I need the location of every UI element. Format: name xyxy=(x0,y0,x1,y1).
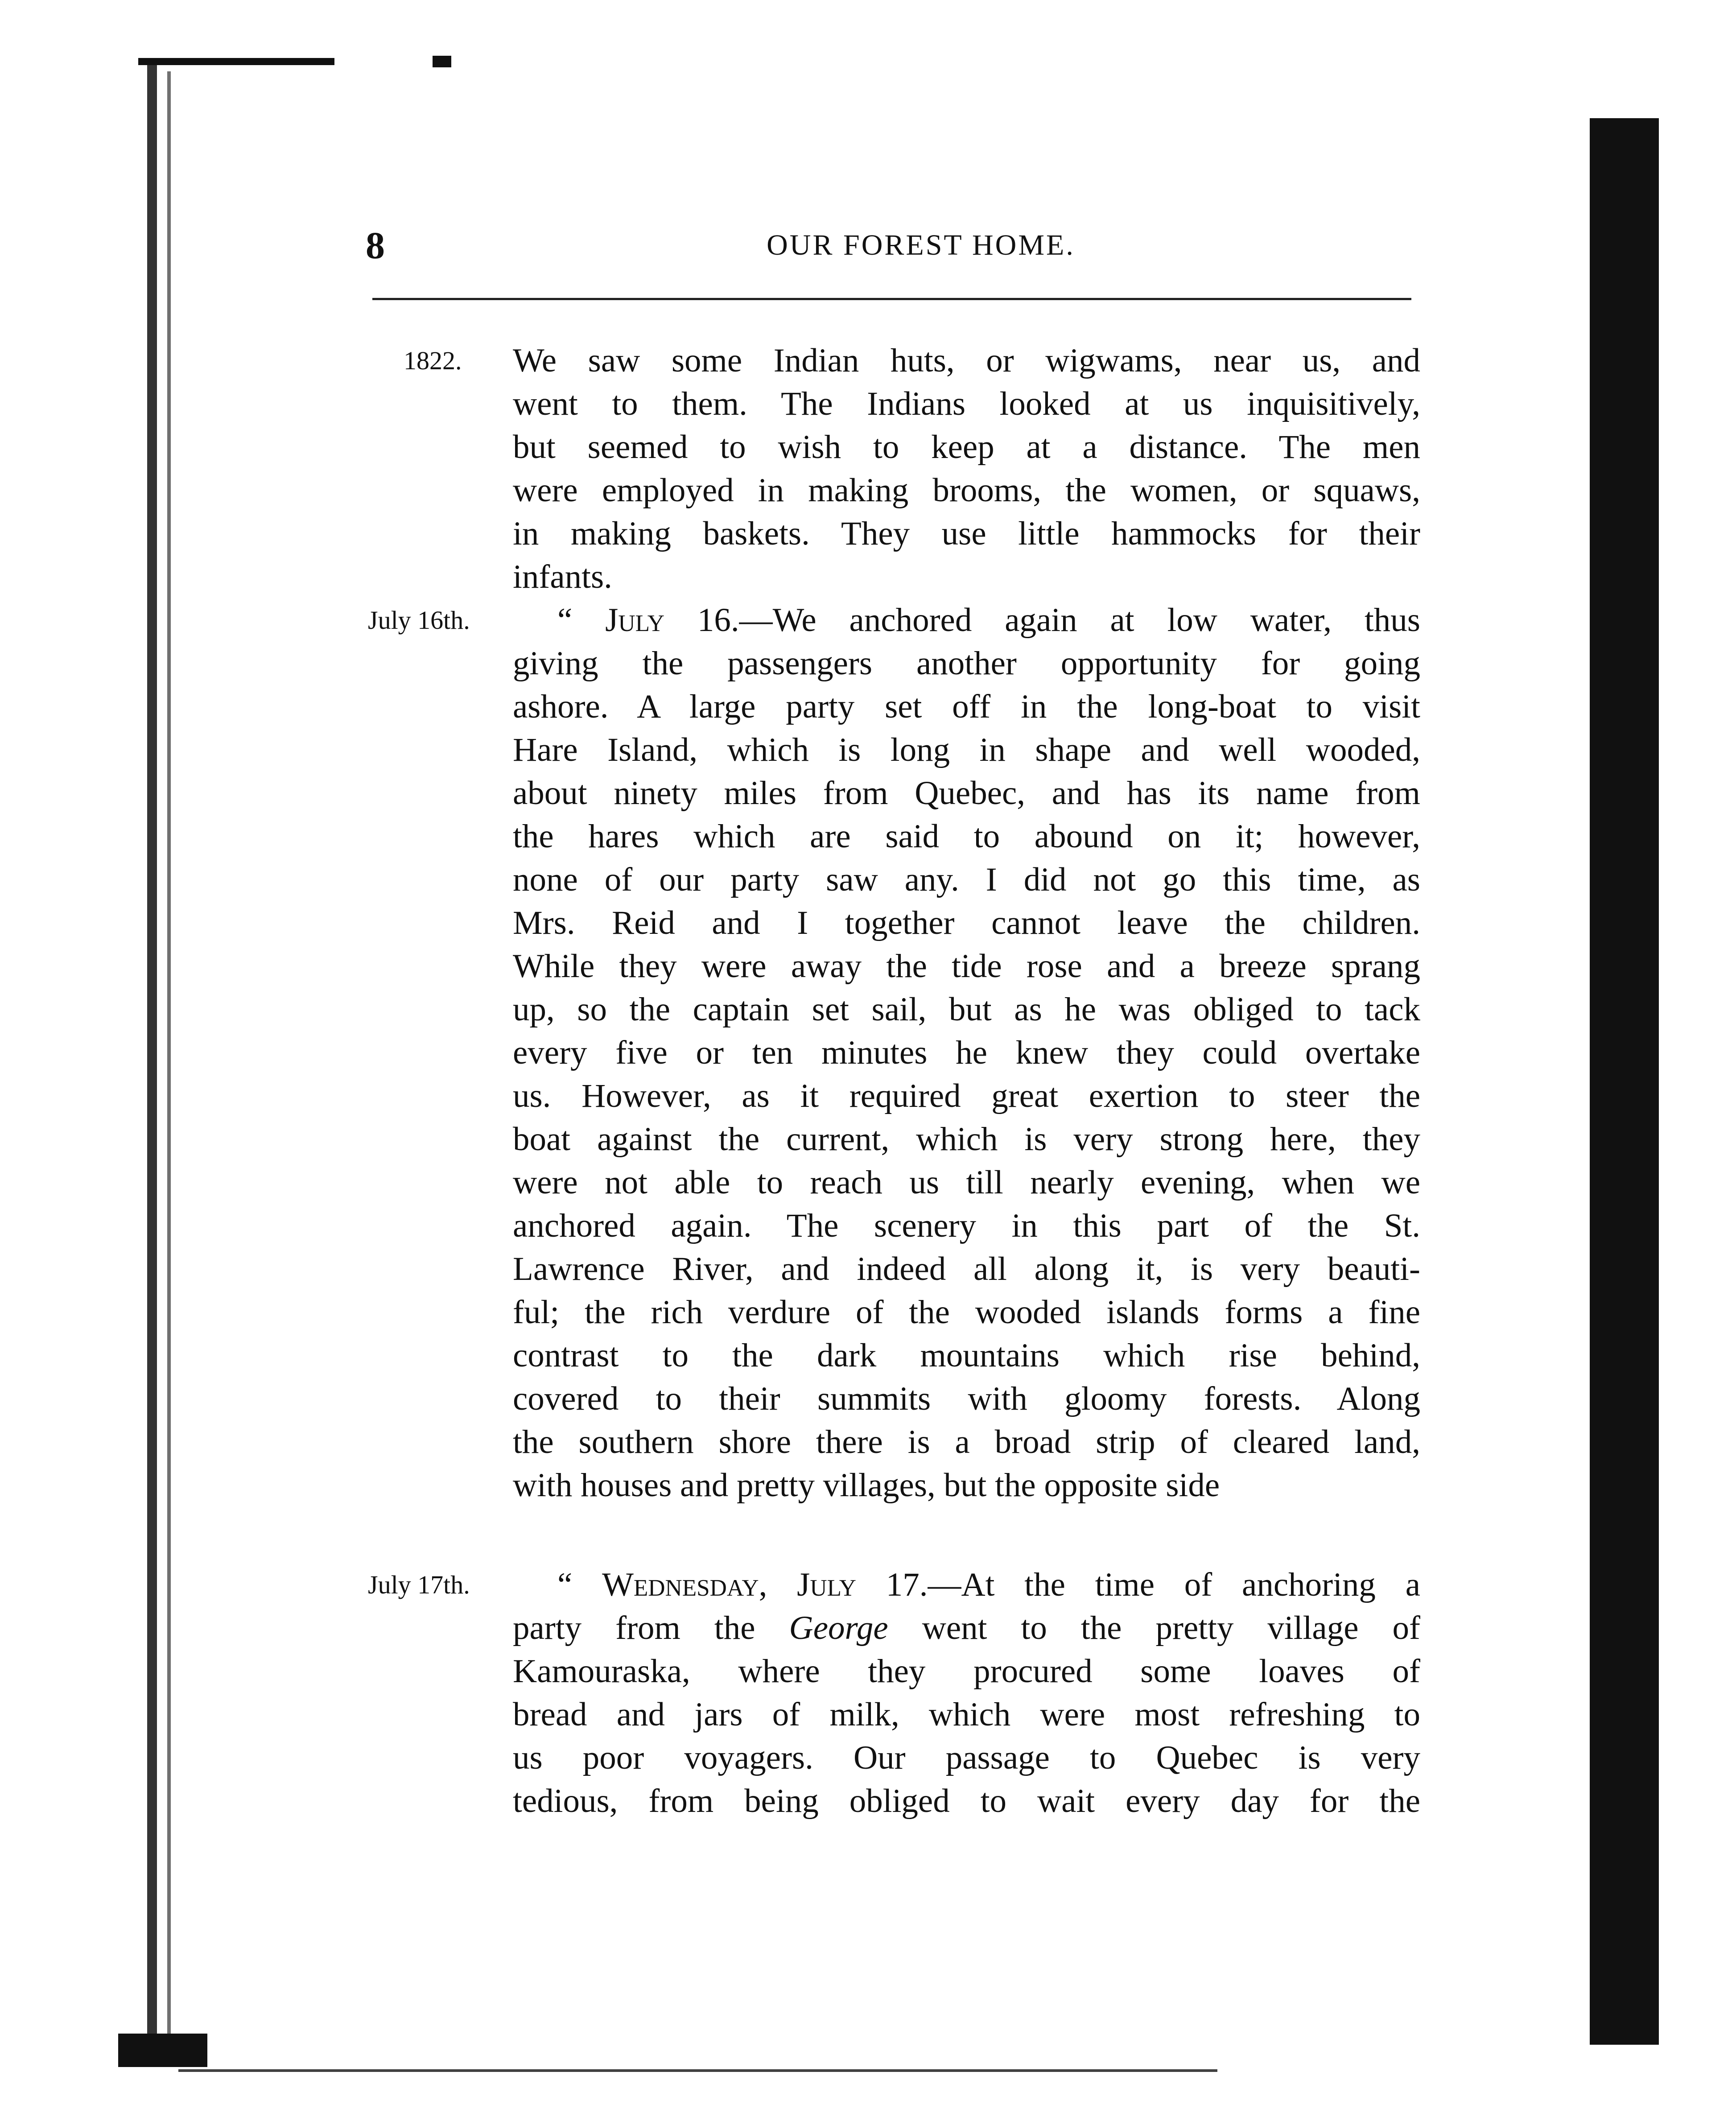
text-line: were employed in making brooms, the women, or squaws, xyxy=(513,472,1420,509)
text-line: anchored again. The scenery in this part of the St. xyxy=(513,1207,1420,1244)
text-line: with houses and pretty villages, but the opposite side xyxy=(513,1467,1220,1504)
right-page-shadow xyxy=(1590,118,1659,2045)
running-title: OUR FOREST HOME. xyxy=(767,229,1075,261)
margin-note-1822: 1822. xyxy=(404,346,462,375)
header-rule xyxy=(372,298,1411,300)
text-line: giving the passengers another opportunity for going xyxy=(513,645,1420,682)
text-line: Kamouraska, where they procured some loaves of xyxy=(513,1653,1420,1690)
text-line: were not able to reach us till nearly evening, when we xyxy=(513,1164,1420,1201)
text-line-ship-name xyxy=(513,1606,1420,1650)
page-number: 8 xyxy=(366,224,385,267)
entry-1822 xyxy=(513,339,1420,598)
text-line: about ninety miles from Quebec, and has its name from xyxy=(513,775,1420,812)
open-quote: “ xyxy=(557,1566,602,1603)
margin-note-july-16th: July 16th. xyxy=(368,606,470,635)
bottom-edge-line xyxy=(178,2069,1217,2072)
margin-note-july-17th: July 17th. xyxy=(368,1570,470,1599)
entry-lead-line xyxy=(513,1563,1420,1606)
text-line: ashore. A large party set off in the long-boat to visit xyxy=(513,688,1420,725)
text-line: in making baskets. They use little hammocks for their xyxy=(513,515,1420,552)
bottom-corner-mark xyxy=(118,2034,207,2067)
text-line: us poor voyagers. Our passage to Quebec is very xyxy=(513,1739,1420,1776)
text-line: bread and jars of milk, which were most refreshing to xyxy=(513,1696,1420,1733)
text-line: infants. xyxy=(513,558,612,595)
line-pre: party from the xyxy=(513,1609,789,1646)
text-line: contrast to the dark mountains which rise behind, xyxy=(513,1337,1420,1374)
binding-edge xyxy=(147,58,157,2065)
text-line: none of our party saw any. I did not go this time, as xyxy=(513,861,1420,898)
text-line: covered to their summits with gloomy forests. Along xyxy=(513,1380,1420,1417)
text-line: went to them. The Indians looked at us inquisitively, xyxy=(513,385,1420,422)
month-smallcaps: July xyxy=(797,1566,856,1603)
text-line: ful; the rich verdure of the wooded islands forms a fine xyxy=(513,1294,1420,1331)
entry-lead-line xyxy=(513,598,1420,642)
entry-july-17 xyxy=(513,1563,1420,1823)
entry-july-16 xyxy=(513,598,1420,1507)
lead-rest: 17.—At the time of anchoring a xyxy=(856,1566,1420,1603)
text-line: up, so the captain set sail, but as he was obliged to tack xyxy=(513,991,1420,1028)
text-line: boat against the current, which is very strong here, they xyxy=(513,1121,1420,1158)
top-edge-mark xyxy=(138,58,334,65)
text-line: the hares which are said to abound on it; however, xyxy=(513,818,1420,855)
day-smallcaps: Wednesday xyxy=(602,1566,759,1603)
open-quote: “ xyxy=(557,602,606,639)
ship-name: George xyxy=(789,1609,888,1646)
text-line: us. However, as it required great exertion to steer the xyxy=(513,1077,1420,1114)
top-edge-dash xyxy=(433,56,451,67)
text-line: We saw some Indian huts, or wigwams, near us, and xyxy=(513,342,1420,379)
date-smallcaps: July xyxy=(605,602,664,639)
text-line: but seemed to wish to keep at a distance. The men xyxy=(513,429,1420,466)
lead-separator: , xyxy=(759,1566,797,1603)
text-line: the southern shore there is a broad strip of cleared land, xyxy=(513,1424,1420,1461)
text-line: tedious, from being obliged to wait every day for the xyxy=(513,1783,1420,1820)
text-line: Mrs. Reid and I together cannot leave the children. xyxy=(513,904,1420,941)
text-line: While they were away the tide rose and a breeze sprang xyxy=(513,948,1420,985)
binding-edge-inner xyxy=(167,71,171,2065)
text-line: Hare Island, which is long in shape and well wooded, xyxy=(513,731,1420,768)
text-line: Lawrence River, and indeed all along it, is very beauti- xyxy=(513,1250,1420,1287)
line-post: went to the pretty village of xyxy=(888,1609,1420,1646)
lead-rest: 16.—We anchored again at low water, thus xyxy=(664,602,1420,639)
text-line: every five or ten minutes he knew they could overtake xyxy=(513,1034,1420,1071)
